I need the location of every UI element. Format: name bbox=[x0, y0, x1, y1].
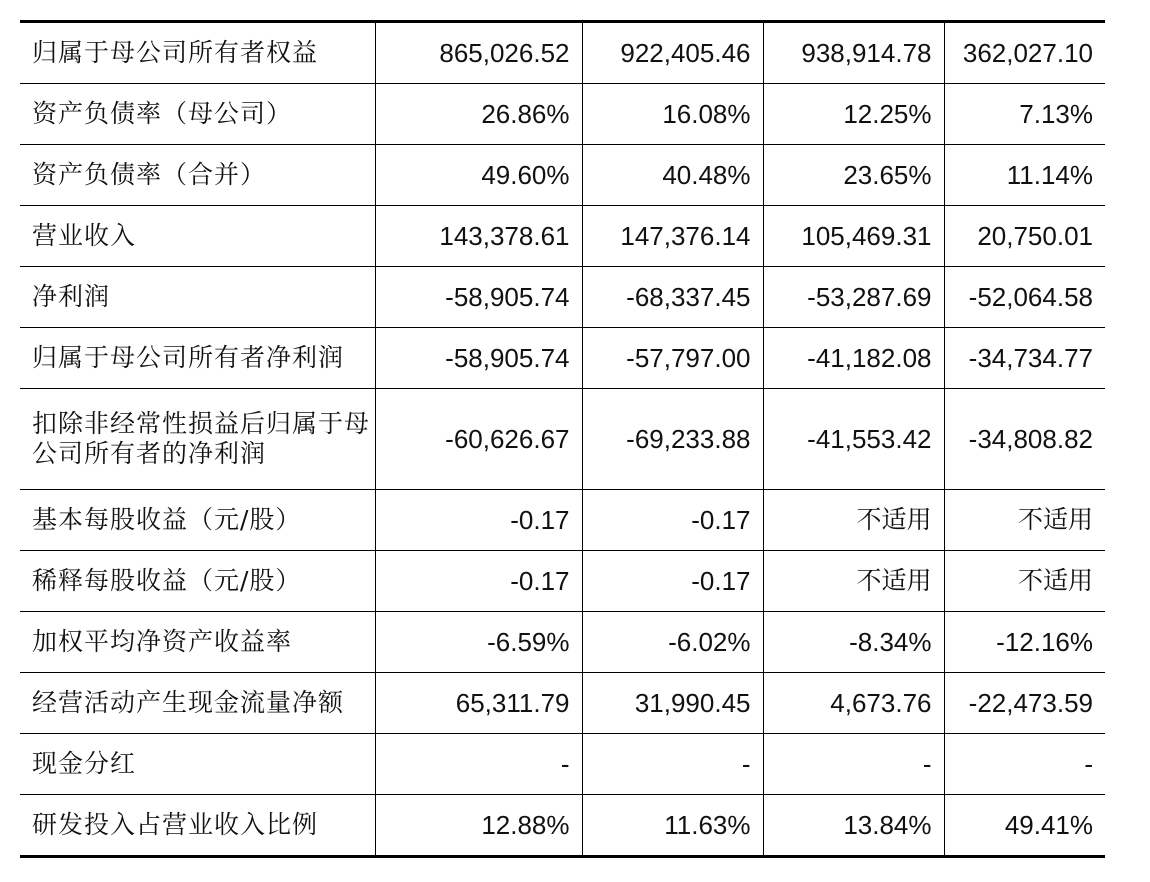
value-cell: - bbox=[944, 734, 1105, 795]
value-cell: 不适用 bbox=[763, 551, 944, 612]
table-row bbox=[20, 389, 1105, 490]
value-cell: 不适用 bbox=[944, 551, 1105, 612]
value-cell: -0.17 bbox=[375, 551, 582, 612]
table-row bbox=[20, 673, 1105, 734]
row-label: 基本每股收益（元/股） bbox=[20, 490, 375, 551]
table-row bbox=[20, 734, 1105, 795]
value-cell: -0.17 bbox=[375, 490, 582, 551]
table-row bbox=[20, 551, 1105, 612]
value-cell: -68,337.45 bbox=[582, 267, 763, 328]
table-row bbox=[20, 22, 1105, 84]
value-cell: 20,750.01 bbox=[944, 206, 1105, 267]
value-cell: 不适用 bbox=[944, 490, 1105, 551]
row-label: 研发投入占营业收入比例 bbox=[20, 795, 375, 857]
value-cell: -6.59% bbox=[375, 612, 582, 673]
value-cell: -22,473.59 bbox=[944, 673, 1105, 734]
value-cell: -41,182.08 bbox=[763, 328, 944, 389]
value-cell: 11.14% bbox=[944, 145, 1105, 206]
value-cell: -41,553.42 bbox=[763, 389, 944, 490]
value-cell: -58,905.74 bbox=[375, 328, 582, 389]
value-cell: 16.08% bbox=[582, 84, 763, 145]
value-cell: -6.02% bbox=[582, 612, 763, 673]
value-cell: 不适用 bbox=[763, 490, 944, 551]
table-row bbox=[20, 267, 1105, 328]
table-row bbox=[20, 612, 1105, 673]
table-row bbox=[20, 328, 1105, 389]
value-cell: 147,376.14 bbox=[582, 206, 763, 267]
value-cell: 12.88% bbox=[375, 795, 582, 857]
row-label: 扣除非经常性损益后归属于母公司所有者的净利润 bbox=[20, 389, 375, 490]
value-cell: -53,287.69 bbox=[763, 267, 944, 328]
table-row bbox=[20, 490, 1105, 551]
row-label: 净利润 bbox=[20, 267, 375, 328]
table-row bbox=[20, 145, 1105, 206]
row-label: 资产负债率（母公司） bbox=[20, 84, 375, 145]
value-cell: - bbox=[763, 734, 944, 795]
value-cell: 23.65% bbox=[763, 145, 944, 206]
value-cell: 65,311.79 bbox=[375, 673, 582, 734]
value-cell: -52,064.58 bbox=[944, 267, 1105, 328]
row-label: 经营活动产生现金流量净额 bbox=[20, 673, 375, 734]
value-cell: 143,378.61 bbox=[375, 206, 582, 267]
row-label: 稀释每股收益（元/股） bbox=[20, 551, 375, 612]
value-cell: -34,808.82 bbox=[944, 389, 1105, 490]
table-row bbox=[20, 206, 1105, 267]
value-cell: 7.13% bbox=[944, 84, 1105, 145]
value-cell: -34,734.77 bbox=[944, 328, 1105, 389]
value-cell: 49.41% bbox=[944, 795, 1105, 857]
row-label: 归属于母公司所有者净利润 bbox=[20, 328, 375, 389]
value-cell: -60,626.67 bbox=[375, 389, 582, 490]
value-cell: 362,027.10 bbox=[944, 22, 1105, 84]
value-cell: -58,905.74 bbox=[375, 267, 582, 328]
value-cell: 49.60% bbox=[375, 145, 582, 206]
financial-indicators-table bbox=[20, 20, 1105, 858]
value-cell: 938,914.78 bbox=[763, 22, 944, 84]
value-cell: -0.17 bbox=[582, 490, 763, 551]
value-cell: 40.48% bbox=[582, 145, 763, 206]
value-cell: - bbox=[582, 734, 763, 795]
value-cell: 865,026.52 bbox=[375, 22, 582, 84]
value-cell: 13.84% bbox=[763, 795, 944, 857]
value-cell: 26.86% bbox=[375, 84, 582, 145]
table-row bbox=[20, 795, 1105, 857]
row-label: 归属于母公司所有者权益 bbox=[20, 22, 375, 84]
row-label: 加权平均净资产收益率 bbox=[20, 612, 375, 673]
table-row bbox=[20, 84, 1105, 145]
value-cell: 922,405.46 bbox=[582, 22, 763, 84]
row-label: 现金分红 bbox=[20, 734, 375, 795]
value-cell: 4,673.76 bbox=[763, 673, 944, 734]
value-cell: 11.63% bbox=[582, 795, 763, 857]
value-cell: 105,469.31 bbox=[763, 206, 944, 267]
row-label: 营业收入 bbox=[20, 206, 375, 267]
value-cell: -0.17 bbox=[582, 551, 763, 612]
value-cell: 12.25% bbox=[763, 84, 944, 145]
value-cell: 31,990.45 bbox=[582, 673, 763, 734]
value-cell: - bbox=[375, 734, 582, 795]
value-cell: -12.16% bbox=[944, 612, 1105, 673]
value-cell: -8.34% bbox=[763, 612, 944, 673]
value-cell: -69,233.88 bbox=[582, 389, 763, 490]
row-label: 资产负债率（合并） bbox=[20, 145, 375, 206]
value-cell: -57,797.00 bbox=[582, 328, 763, 389]
